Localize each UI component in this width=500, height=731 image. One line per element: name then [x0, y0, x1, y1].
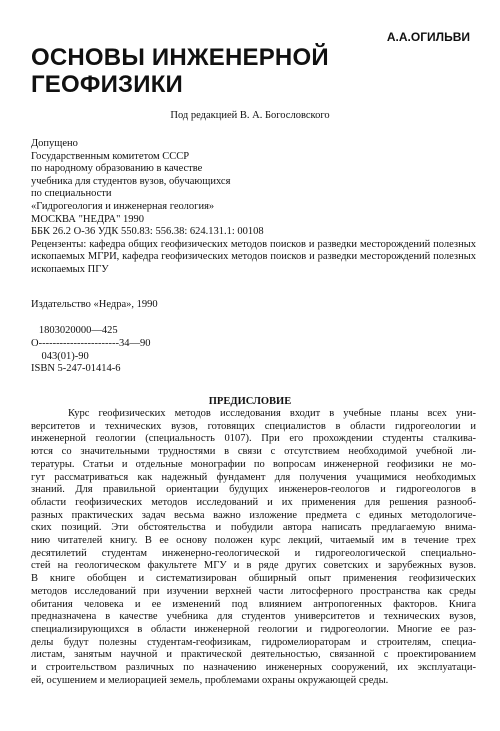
preface-line: разных практических задач весьма важно изложение предмета с единых методологиче-	[31, 509, 476, 521]
classification-codes: ББК 26.2 О-36 УДК 550.83: 556.38: 624.131.1: 00108	[31, 226, 264, 238]
code-line: 043(01)-90	[31, 350, 89, 362]
preface-line: методов исследований при изучении верхней части литосферного пространства как среды	[31, 585, 476, 597]
author-name: А.А.ОГИЛЬВИ	[386, 30, 470, 44]
code-line: О-----------------------34—90	[31, 337, 151, 349]
editor-line: Под редакцией В. А. Богословского	[170, 110, 330, 121]
preface-line: делы будут полезны студентам-геофизикам, гидромелиораторам и строителям, специа-	[31, 636, 476, 648]
preface-line: специализирующихся в области инженерной геологии и гидрогеологии. Многие ее раз-	[31, 623, 476, 635]
preface-line: В книге обобщен и систематизирован обширный опыт применения геофизических	[31, 573, 476, 585]
approval-line: «Гидрогеология и инженерная геология»	[31, 200, 215, 212]
preface-line: стей на геологическом факультете МГУ и в ряде других советских и зарубежных вузов.	[31, 560, 476, 572]
preface-line: знаний. Для правильной ориентации будущих инженеров-геологов и гидрогеологов в	[31, 484, 476, 496]
publisher-line: Издательство «Недра», 1990	[31, 299, 158, 310]
preface-line: гут рассматриваться как надежный фундамент для получения учащимися необходимых	[31, 471, 476, 483]
isbn: ISBN 5-247-01414-6	[31, 363, 121, 375]
preface-line: обитания человека и ее изменений под влиянием антропогенных факторов. Книга	[31, 598, 476, 610]
book-title-line: ГЕОФИЗИКИ	[31, 71, 183, 98]
preface-line: листам, занятым научной и практической деятельностью, связанной с проектированием	[31, 649, 476, 661]
preface-line: ются со значительными трудностями в связи с отсутствием необходимой учебной ли-	[31, 446, 476, 458]
preface-line: инженерной геологии (специальность 0107). При его прохождении студенты сталкива-	[31, 433, 476, 445]
approval-line: по специальности	[31, 188, 112, 200]
book-title	[31, 44, 329, 98]
preface-line: ских позиций. Эти обстоятельства и побудили автора написать предлагаемую внима-	[31, 522, 476, 534]
approval-line: учебника для студентов вузов, обучающихся	[31, 175, 231, 187]
preface-line: верситетов и технических вузов, готовящих специалистов в области гидрогеологии и	[31, 420, 476, 432]
preface-line: десятилетий студентам инженерно-геологической и гидрогеологической специально-	[31, 547, 476, 559]
preface-heading: ПРЕДИСЛОВИЕ	[208, 396, 292, 407]
approval-line: Государственным комитетом СССР	[31, 150, 190, 162]
preface-line: области геофизических методов исследований и их применения для решения разнооб-	[31, 496, 476, 508]
preface-line: предназначена в качестве учебника для студентов университетов и технических вузов,	[31, 611, 476, 623]
preface-line: Курс геофизических методов исследования входит в учебные планы всех уни-	[68, 408, 476, 419]
approval-line: Допущено	[31, 138, 78, 149]
book-title-line: ОСНОВЫ ИНЖЕНЕРНОЙ	[31, 44, 329, 71]
preface-line: и строительством различных по назначению инженерных сооружений, их эксплуатаци-	[31, 662, 476, 674]
preface-body	[31, 408, 476, 687]
approval-block	[31, 138, 476, 277]
catalog-codes	[31, 325, 151, 376]
preface-line: тературы. Статьи и отдельные монографии по вопросам инженерной геофизики не мо-	[31, 458, 476, 470]
preface-line: ей, осушением и мелиорацией земель, проблемами охраны окружающей среды.	[31, 674, 389, 686]
approval-line: по народному образованию в качестве	[31, 163, 203, 175]
publisher-imprint: МОСКВА "НЕДРА" 1990	[31, 213, 145, 225]
reviewers-text: Рецензенты: кафедра общих геофизических методов поисков и разведки месторождений полезных ископаемых МГРИ, кафедра геофизических методов поисков и разведки месторождений полезных ископаемых ПГУ	[31, 238, 476, 275]
preface-line: нию читателей книгу. В ее основу положен курс лекций, читаемый им в течение трех	[31, 535, 476, 547]
code-line: 1803020000—425	[31, 325, 118, 336]
